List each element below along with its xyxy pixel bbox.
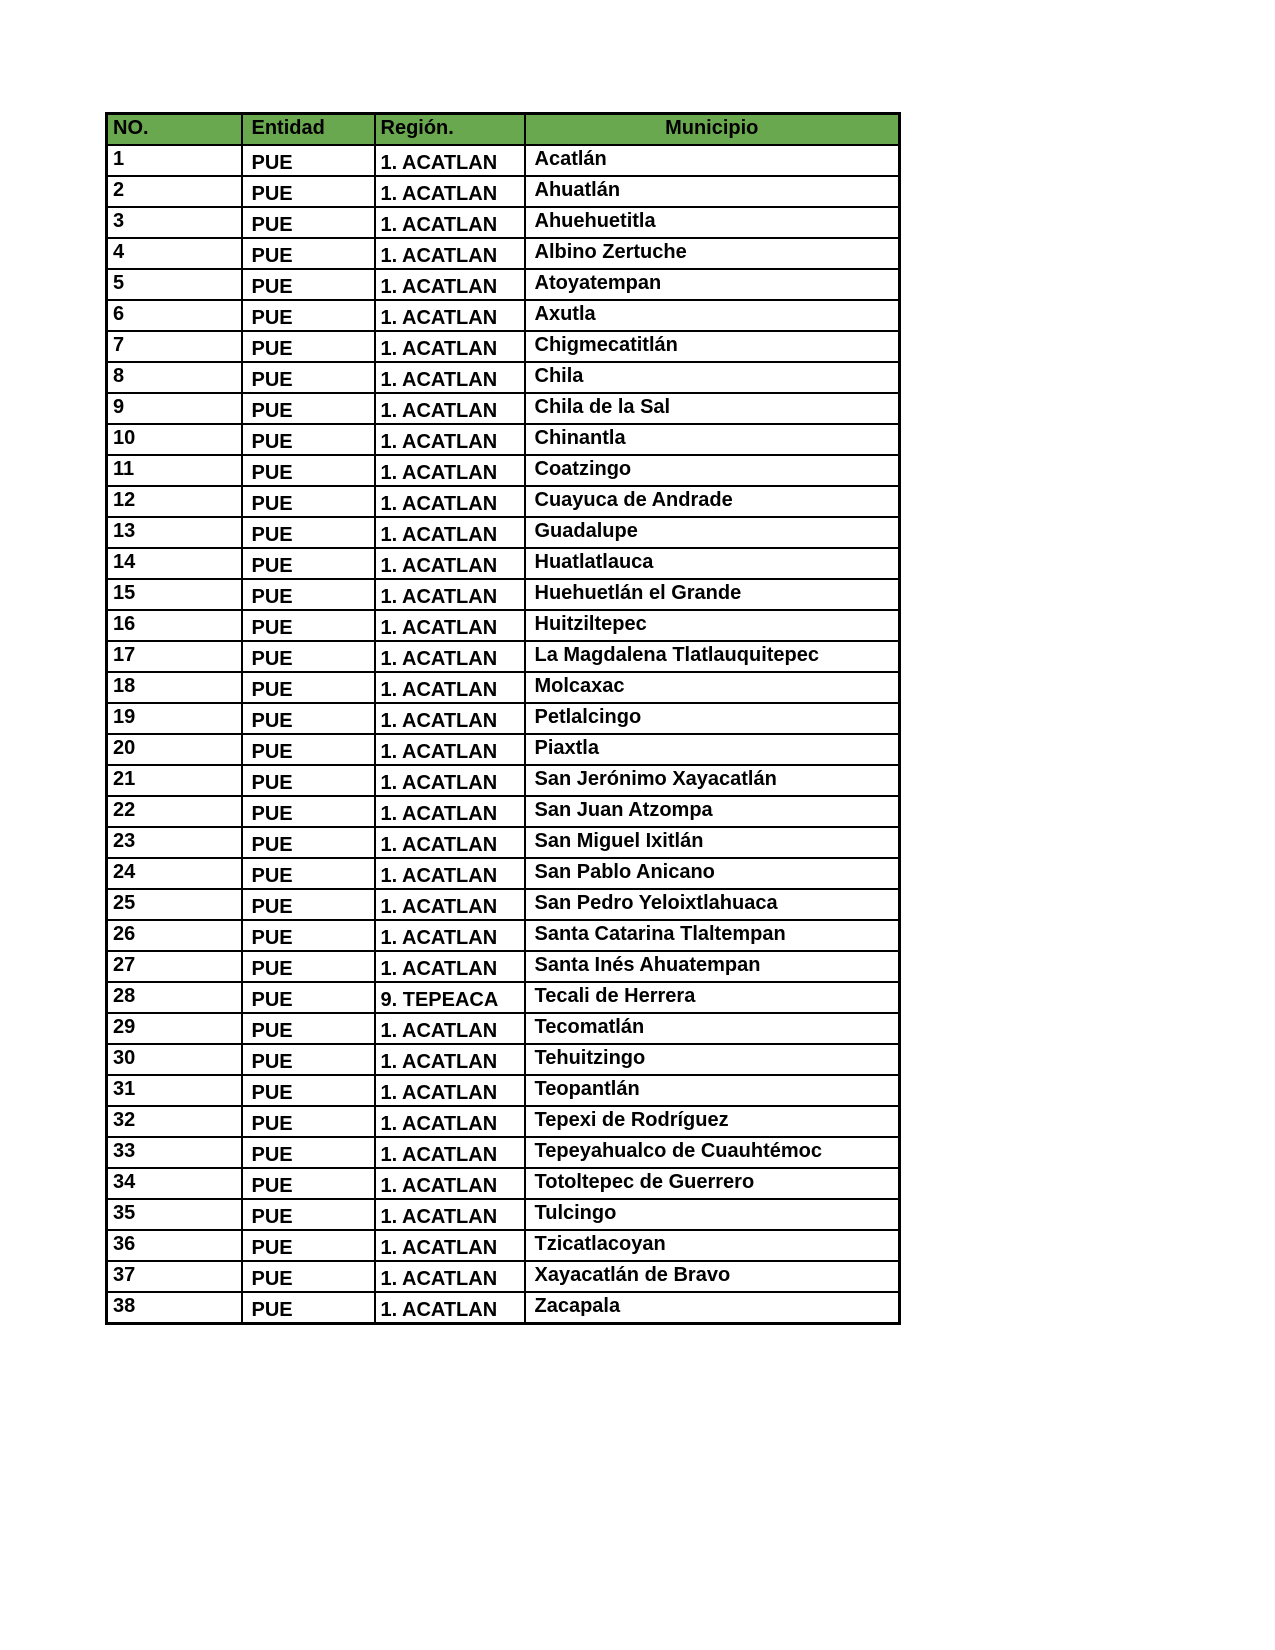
cell-entidad: PUE bbox=[242, 703, 375, 734]
cell-region: 1. ACATLAN bbox=[375, 920, 525, 951]
cell-region: 1. ACATLAN bbox=[375, 1106, 525, 1137]
cell-entidad: PUE bbox=[242, 734, 375, 765]
cell-municipio: Ahuehuetitla bbox=[525, 207, 900, 238]
cell-region: 1. ACATLAN bbox=[375, 455, 525, 486]
cell-no: 6 bbox=[107, 300, 242, 331]
cell-entidad: PUE bbox=[242, 1013, 375, 1044]
cell-entidad: PUE bbox=[242, 858, 375, 889]
cell-region: 1. ACATLAN bbox=[375, 858, 525, 889]
cell-municipio: San Pablo Anicano bbox=[525, 858, 900, 889]
cell-municipio: Huitziltepec bbox=[525, 610, 900, 641]
cell-region: 1. ACATLAN bbox=[375, 1292, 525, 1324]
table-row bbox=[107, 1044, 900, 1075]
table-row bbox=[107, 207, 900, 238]
cell-entidad: PUE bbox=[242, 641, 375, 672]
cell-entidad: PUE bbox=[242, 1199, 375, 1230]
table-row bbox=[107, 455, 900, 486]
cell-no: 33 bbox=[107, 1137, 242, 1168]
table-row bbox=[107, 1013, 900, 1044]
cell-municipio: Axutla bbox=[525, 300, 900, 331]
table-row bbox=[107, 1292, 900, 1324]
cell-region: 1. ACATLAN bbox=[375, 269, 525, 300]
table-header-row bbox=[107, 114, 900, 145]
cell-no: 34 bbox=[107, 1168, 242, 1199]
table-row bbox=[107, 548, 900, 579]
table-row bbox=[107, 424, 900, 455]
cell-entidad: PUE bbox=[242, 951, 375, 982]
table-row bbox=[107, 486, 900, 517]
cell-entidad: PUE bbox=[242, 362, 375, 393]
table-row bbox=[107, 1106, 900, 1137]
table-row bbox=[107, 920, 900, 951]
table-row bbox=[107, 796, 900, 827]
table-row bbox=[107, 734, 900, 765]
cell-entidad: PUE bbox=[242, 765, 375, 796]
cell-region: 1. ACATLAN bbox=[375, 331, 525, 362]
cell-municipio: Ahuatlán bbox=[525, 176, 900, 207]
table-row bbox=[107, 641, 900, 672]
cell-municipio: Tepeyahualco de Cuauhtémoc bbox=[525, 1137, 900, 1168]
cell-municipio: Chila de la Sal bbox=[525, 393, 900, 424]
cell-no: 26 bbox=[107, 920, 242, 951]
table-row bbox=[107, 858, 900, 889]
cell-region: 1. ACATLAN bbox=[375, 424, 525, 455]
table-row bbox=[107, 393, 900, 424]
table-row bbox=[107, 1168, 900, 1199]
column-header-municipio: Municipio bbox=[525, 114, 900, 145]
cell-region: 1. ACATLAN bbox=[375, 1044, 525, 1075]
cell-no: 18 bbox=[107, 672, 242, 703]
cell-no: 23 bbox=[107, 827, 242, 858]
cell-no: 35 bbox=[107, 1199, 242, 1230]
cell-no: 38 bbox=[107, 1292, 242, 1324]
cell-region: 1. ACATLAN bbox=[375, 517, 525, 548]
cell-no: 5 bbox=[107, 269, 242, 300]
table-row bbox=[107, 176, 900, 207]
cell-municipio: Santa Catarina Tlaltempan bbox=[525, 920, 900, 951]
cell-municipio: San Pedro Yeloixtlahuaca bbox=[525, 889, 900, 920]
cell-no: 10 bbox=[107, 424, 242, 455]
cell-no: 22 bbox=[107, 796, 242, 827]
cell-region: 1. ACATLAN bbox=[375, 486, 525, 517]
cell-no: 25 bbox=[107, 889, 242, 920]
cell-region: 1. ACATLAN bbox=[375, 207, 525, 238]
cell-region: 1. ACATLAN bbox=[375, 1168, 525, 1199]
cell-entidad: PUE bbox=[242, 269, 375, 300]
cell-region: 1. ACATLAN bbox=[375, 1261, 525, 1292]
cell-municipio: Albino Zertuche bbox=[525, 238, 900, 269]
cell-entidad: PUE bbox=[242, 424, 375, 455]
cell-municipio: Molcaxac bbox=[525, 672, 900, 703]
cell-region: 1. ACATLAN bbox=[375, 145, 525, 176]
cell-no: 12 bbox=[107, 486, 242, 517]
cell-no: 31 bbox=[107, 1075, 242, 1106]
cell-entidad: PUE bbox=[242, 1106, 375, 1137]
cell-municipio: Teopantlán bbox=[525, 1075, 900, 1106]
cell-region: 9. TEPEACA bbox=[375, 982, 525, 1013]
cell-municipio: San Juan Atzompa bbox=[525, 796, 900, 827]
table-row bbox=[107, 1261, 900, 1292]
cell-municipio: San Miguel Ixitlán bbox=[525, 827, 900, 858]
cell-entidad: PUE bbox=[242, 889, 375, 920]
cell-municipio: San Jerónimo Xayacatlán bbox=[525, 765, 900, 796]
table-row bbox=[107, 238, 900, 269]
cell-municipio: Cuayuca de Andrade bbox=[525, 486, 900, 517]
column-header-entidad: Entidad bbox=[242, 114, 375, 145]
cell-region: 1. ACATLAN bbox=[375, 889, 525, 920]
cell-municipio: Chigmecatitlán bbox=[525, 331, 900, 362]
cell-no: 15 bbox=[107, 579, 242, 610]
cell-no: 13 bbox=[107, 517, 242, 548]
cell-entidad: PUE bbox=[242, 145, 375, 176]
cell-region: 1. ACATLAN bbox=[375, 548, 525, 579]
cell-region: 1. ACATLAN bbox=[375, 703, 525, 734]
cell-region: 1. ACATLAN bbox=[375, 1199, 525, 1230]
cell-no: 37 bbox=[107, 1261, 242, 1292]
table-row bbox=[107, 951, 900, 982]
cell-no: 14 bbox=[107, 548, 242, 579]
cell-municipio: Acatlán bbox=[525, 145, 900, 176]
cell-municipio: Chila bbox=[525, 362, 900, 393]
cell-no: 1 bbox=[107, 145, 242, 176]
cell-entidad: PUE bbox=[242, 1168, 375, 1199]
table-row bbox=[107, 362, 900, 393]
cell-municipio: Piaxtla bbox=[525, 734, 900, 765]
cell-region: 1. ACATLAN bbox=[375, 1137, 525, 1168]
table-row bbox=[107, 1075, 900, 1106]
table-row bbox=[107, 517, 900, 548]
cell-entidad: PUE bbox=[242, 920, 375, 951]
cell-no: 20 bbox=[107, 734, 242, 765]
cell-no: 24 bbox=[107, 858, 242, 889]
cell-region: 1. ACATLAN bbox=[375, 1075, 525, 1106]
cell-entidad: PUE bbox=[242, 579, 375, 610]
cell-no: 30 bbox=[107, 1044, 242, 1075]
cell-no: 3 bbox=[107, 207, 242, 238]
cell-entidad: PUE bbox=[242, 331, 375, 362]
cell-municipio: Tecomatlán bbox=[525, 1013, 900, 1044]
cell-no: 27 bbox=[107, 951, 242, 982]
cell-municipio: Coatzingo bbox=[525, 455, 900, 486]
cell-municipio: Guadalupe bbox=[525, 517, 900, 548]
cell-no: 16 bbox=[107, 610, 242, 641]
cell-no: 32 bbox=[107, 1106, 242, 1137]
cell-region: 1. ACATLAN bbox=[375, 176, 525, 207]
municipality-table bbox=[105, 112, 901, 1325]
cell-entidad: PUE bbox=[242, 1075, 375, 1106]
cell-region: 1. ACATLAN bbox=[375, 1013, 525, 1044]
table-row bbox=[107, 703, 900, 734]
cell-entidad: PUE bbox=[242, 1044, 375, 1075]
cell-municipio: Tzicatlacoyan bbox=[525, 1230, 900, 1261]
cell-region: 1. ACATLAN bbox=[375, 300, 525, 331]
cell-municipio: Chinantla bbox=[525, 424, 900, 455]
cell-entidad: PUE bbox=[242, 486, 375, 517]
cell-no: 8 bbox=[107, 362, 242, 393]
cell-no: 11 bbox=[107, 455, 242, 486]
cell-region: 1. ACATLAN bbox=[375, 238, 525, 269]
cell-entidad: PUE bbox=[242, 796, 375, 827]
cell-entidad: PUE bbox=[242, 1292, 375, 1324]
cell-entidad: PUE bbox=[242, 672, 375, 703]
cell-municipio: La Magdalena Tlatlauquitepec bbox=[525, 641, 900, 672]
cell-region: 1. ACATLAN bbox=[375, 951, 525, 982]
cell-no: 19 bbox=[107, 703, 242, 734]
cell-no: 4 bbox=[107, 238, 242, 269]
cell-region: 1. ACATLAN bbox=[375, 734, 525, 765]
cell-region: 1. ACATLAN bbox=[375, 610, 525, 641]
cell-entidad: PUE bbox=[242, 982, 375, 1013]
cell-municipio: Atoyatempan bbox=[525, 269, 900, 300]
cell-municipio: Santa Inés Ahuatempan bbox=[525, 951, 900, 982]
cell-municipio: Tehuitzingo bbox=[525, 1044, 900, 1075]
cell-municipio: Petlalcingo bbox=[525, 703, 900, 734]
cell-no: 29 bbox=[107, 1013, 242, 1044]
cell-no: 2 bbox=[107, 176, 242, 207]
cell-entidad: PUE bbox=[242, 517, 375, 548]
cell-municipio: Totoltepec de Guerrero bbox=[525, 1168, 900, 1199]
table-body bbox=[107, 145, 900, 1324]
table-row bbox=[107, 300, 900, 331]
table-row bbox=[107, 269, 900, 300]
cell-municipio: Zacapala bbox=[525, 1292, 900, 1324]
cell-region: 1. ACATLAN bbox=[375, 362, 525, 393]
cell-entidad: PUE bbox=[242, 1230, 375, 1261]
cell-region: 1. ACATLAN bbox=[375, 1230, 525, 1261]
cell-entidad: PUE bbox=[242, 827, 375, 858]
cell-entidad: PUE bbox=[242, 393, 375, 424]
table-row bbox=[107, 579, 900, 610]
cell-entidad: PUE bbox=[242, 1137, 375, 1168]
cell-no: 21 bbox=[107, 765, 242, 796]
cell-entidad: PUE bbox=[242, 176, 375, 207]
table-row bbox=[107, 672, 900, 703]
table-row bbox=[107, 1137, 900, 1168]
cell-entidad: PUE bbox=[242, 207, 375, 238]
cell-municipio: Tulcingo bbox=[525, 1199, 900, 1230]
table-row bbox=[107, 982, 900, 1013]
table-row bbox=[107, 765, 900, 796]
table-row bbox=[107, 827, 900, 858]
cell-municipio: Huehuetlán el Grande bbox=[525, 579, 900, 610]
column-header-no: NO. bbox=[107, 114, 242, 145]
table-row bbox=[107, 1230, 900, 1261]
cell-entidad: PUE bbox=[242, 455, 375, 486]
cell-region: 1. ACATLAN bbox=[375, 796, 525, 827]
cell-entidad: PUE bbox=[242, 548, 375, 579]
cell-municipio: Xayacatlán de Bravo bbox=[525, 1261, 900, 1292]
cell-municipio: Tepexi de Rodríguez bbox=[525, 1106, 900, 1137]
cell-municipio: Huatlatlauca bbox=[525, 548, 900, 579]
table-row bbox=[107, 889, 900, 920]
cell-region: 1. ACATLAN bbox=[375, 672, 525, 703]
cell-region: 1. ACATLAN bbox=[375, 765, 525, 796]
column-header-region: Región. bbox=[375, 114, 525, 145]
cell-region: 1. ACATLAN bbox=[375, 393, 525, 424]
cell-entidad: PUE bbox=[242, 1261, 375, 1292]
cell-region: 1. ACATLAN bbox=[375, 827, 525, 858]
table-row bbox=[107, 145, 900, 176]
cell-entidad: PUE bbox=[242, 300, 375, 331]
cell-no: 28 bbox=[107, 982, 242, 1013]
cell-no: 17 bbox=[107, 641, 242, 672]
cell-no: 9 bbox=[107, 393, 242, 424]
cell-entidad: PUE bbox=[242, 238, 375, 269]
cell-no: 7 bbox=[107, 331, 242, 362]
table-row bbox=[107, 610, 900, 641]
table-row bbox=[107, 1199, 900, 1230]
cell-region: 1. ACATLAN bbox=[375, 641, 525, 672]
cell-municipio: Tecali de Herrera bbox=[525, 982, 900, 1013]
table-row bbox=[107, 331, 900, 362]
cell-region: 1. ACATLAN bbox=[375, 579, 525, 610]
cell-no: 36 bbox=[107, 1230, 242, 1261]
cell-entidad: PUE bbox=[242, 610, 375, 641]
